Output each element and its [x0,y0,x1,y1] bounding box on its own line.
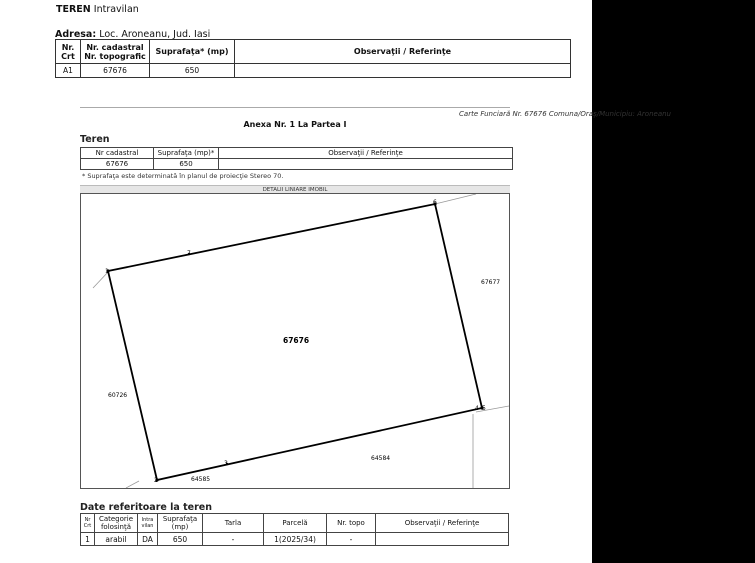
table-row [81,159,513,170]
cell-nr: 1 [81,533,95,546]
col-suprafata: Suprafaţa (mp)* [154,148,219,159]
teren-heading [56,4,139,15]
anexa-teren-table [80,147,513,170]
cell-cadastral: 67676 [81,64,150,78]
section-teren-title: Teren [80,134,110,145]
cadastral-plan [80,193,510,489]
plan-drawing [81,194,509,488]
cell-tarla: - [203,533,264,546]
neighbor-line [126,481,139,488]
point-label: 2 [154,477,158,484]
anexa-top-rule [80,107,510,108]
table-header-row [56,40,571,64]
cell-observatii [376,533,509,546]
teren-value: Intravilan [93,4,139,15]
point-label: 4 [475,405,479,412]
point-label: 7 [187,250,191,257]
table-header-row [81,514,509,533]
col-nr-cadastral: Nr. cadastral Nr. topografic [81,40,150,64]
col-nr-cadastral: Nr cadastral [81,148,154,159]
carte-funciara-line: Carte Funciară Nr. 67676 Comuna/Oraş/Municipiu: Aroneanu [459,110,671,118]
neighbor-label: 64584 [371,455,391,462]
col-nr-crt: Nr Crt [81,514,95,533]
col-observatii: Observaţii / Referinţe [235,40,571,64]
cell-suprafata: 650 [158,533,203,546]
col-tarla: Tarla [203,514,264,533]
col-intravilan: Intra vilan [138,514,158,533]
neighbor-line [435,194,476,204]
cell-parcela: 1(2025/34) [264,533,327,546]
point-label: 5 [482,405,486,412]
col-observatii: Observaţii / Referinţe [219,148,513,159]
date-referitoare-table [80,513,509,546]
address-label: Adresa: [55,29,97,40]
cell-categorie: arabil [95,533,138,546]
parcel-number-label: 67676 [283,336,310,345]
address-value: Loc. Aroneanu, Jud. Iasi [99,29,211,40]
col-suprafata: Suprafaţa (mp) [158,514,203,533]
cell-observatii [235,64,571,78]
detalii-liniare-bar: DETALII LINIARE IMOBIL [80,185,510,194]
col-nr-topo: Nr. topo [327,514,376,533]
cell-cadastral: 67676 [81,159,154,170]
right-black-border [592,0,755,563]
table-row [81,533,509,546]
teren-label: TEREN [56,4,91,15]
col-nr-crt: Nr. Crt [56,40,81,64]
cell-nr-topo: - [327,533,376,546]
col-categorie: Categorie folosinţă [95,514,138,533]
point-label: 1 [105,268,109,275]
cell-suprafata: 650 [150,64,235,78]
cell-suprafata: 650 [154,159,219,170]
table-row [56,64,571,78]
table-header-row [81,148,513,159]
cell-intravilan: DA [138,533,158,546]
date-referitoare-title: Date referitoare la teren [80,502,212,513]
cell-nr: A1 [56,64,81,78]
stereo-note: * Suprafaţa este determinată în planul de proiecţie Stereo 70. [82,172,284,180]
teren-table [55,39,571,78]
neighbor-label: 64585 [191,476,211,483]
neighbor-label: 60726 [108,392,128,399]
col-observatii: Observaţii / Referinţe [376,514,509,533]
point-label: 3 [224,460,228,467]
cell-observatii [219,159,513,170]
col-parcela: Parcelă [264,514,327,533]
anexa-title: Anexa Nr. 1 La Partea I [243,120,347,129]
neighbor-label: 67677 [481,279,501,286]
col-suprafata: Suprafaţa* (mp) [150,40,235,64]
point-label: 6 [433,199,437,206]
